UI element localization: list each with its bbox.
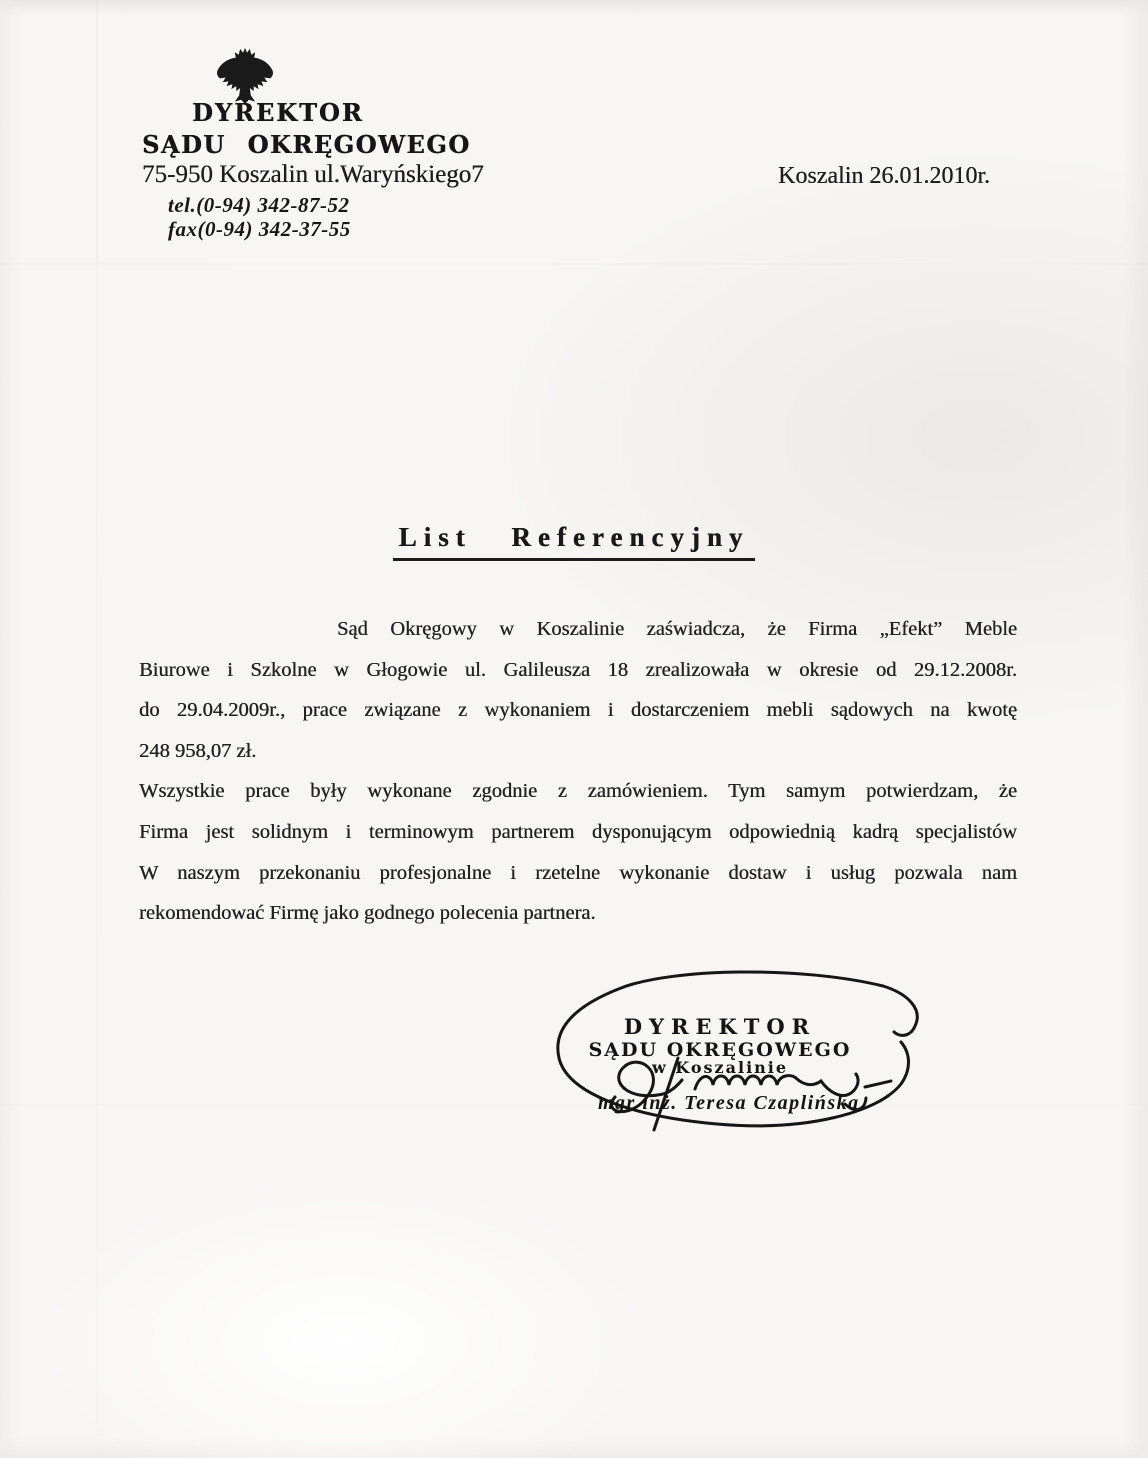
body-line: rekomendować Firmę jako godnego polecenia partnera.	[139, 902, 596, 925]
dateline: Koszalin 26.01.2010r.	[778, 163, 990, 189]
letter-body	[139, 609, 1017, 934]
body-line: 248 958,07 zł.	[139, 739, 257, 762]
body-line: do 29.04.2009r., prace związane z wykonaniem i dostarczeniem mebli sądowych na kwotę	[139, 699, 1017, 722]
document-title-text: List Referencyjny	[393, 522, 756, 561]
stamp-title-line2: SĄDU OKRĘGOWEGO	[588, 1039, 852, 1061]
body-line: Wszystkie prace były wykonane zgodnie z zamówieniem. Tym samym potwierdzam, że	[139, 780, 1017, 803]
body-line: W naszym przekonaniu profesjonalne i rzetelne wykonanie dostaw i usług pozwala nam	[139, 861, 1017, 884]
body-line: Firma jest solidnym i terminowym partnerem dysponującym odpowiednią kadrą specjalistów	[139, 820, 1017, 843]
body-line: Biurowe i Szkolne w Głogowie ul. Galileusza 18 zrealizowała w okresie od 29.12.2008r.	[139, 658, 1017, 681]
paper-crease-horizontal	[0, 263, 1148, 265]
letterhead-title-line1: DYREKTOR	[192, 98, 364, 127]
letterhead-tel: tel.(0-94) 342-87-52	[168, 193, 350, 217]
signer-name: mgr inż. Teresa Czaplińska	[598, 1092, 860, 1114]
body-paragraph-1	[139, 609, 1017, 771]
paper-crease-vertical	[96, 0, 98, 1458]
stamp-title-line3: w Koszalinie	[651, 1058, 789, 1077]
body-line: Sąd Okręgowy w Koszalinie zaświadcza, że Firma „Efekt” Meble	[337, 618, 1017, 640]
letterhead-address: 75-950 Koszalin ul.Waryńskiego7	[142, 161, 484, 188]
body-paragraph-2	[139, 771, 1017, 933]
letterhead-fax: fax(0-94) 342-37-55	[168, 217, 351, 241]
document-title	[0, 522, 1148, 561]
letterhead-title-line2: SĄDU OKRĘGOWEGO	[142, 130, 471, 159]
stamp-title-line1: DYREKTOR	[623, 1014, 817, 1039]
